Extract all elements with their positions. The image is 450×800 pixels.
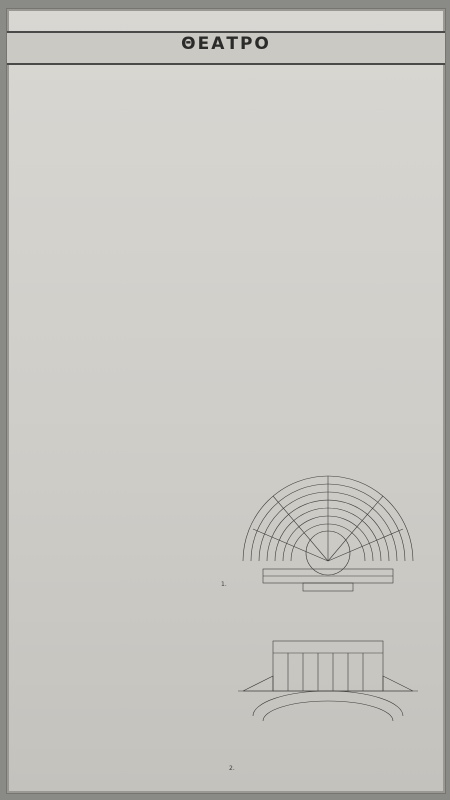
figure-label: 2. <box>229 765 235 772</box>
paragraph <box>233 101 433 109</box>
information-board <box>6 8 446 794</box>
paragraph <box>21 75 221 83</box>
paragraph <box>21 114 221 122</box>
stage-building-drawing <box>233 621 423 741</box>
paragraph <box>21 153 221 161</box>
left-text-column <box>21 75 221 166</box>
theatre-plan-drawing <box>233 441 423 601</box>
right-text-column <box>233 75 433 114</box>
figure-label: 1. <box>221 581 227 588</box>
paragraph <box>21 127 221 135</box>
paragraph <box>233 88 433 96</box>
paragraph <box>21 140 221 148</box>
paragraph <box>21 101 221 109</box>
paragraph <box>21 88 221 96</box>
paragraph <box>233 75 433 83</box>
page-title: ΘΕΑΤΡΟ <box>181 34 271 54</box>
